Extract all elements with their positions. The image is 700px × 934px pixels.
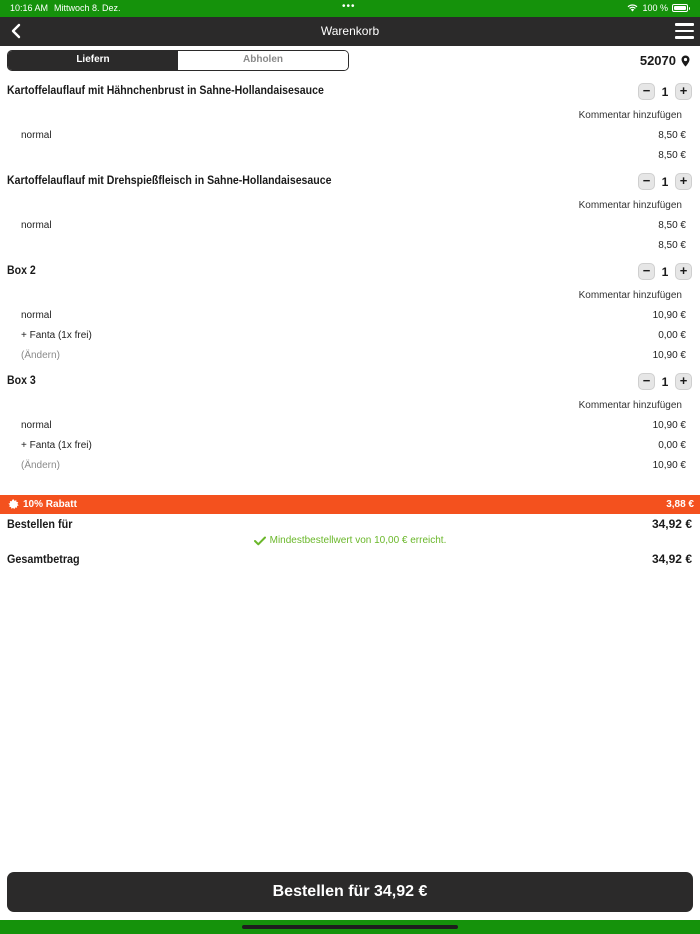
item-total: 8,50 € [658, 240, 686, 251]
place-order-button[interactable]: Bestellen für 34,92 € [7, 872, 693, 912]
line-price: 8,50 € [658, 130, 686, 141]
grand-total-value: 34,92 € [651, 552, 692, 566]
discount-bar [0, 495, 700, 514]
status-time: 10:16 AM [10, 3, 49, 13]
tab-abholen[interactable]: Abholen [178, 51, 348, 70]
item-total: 8,50 € [658, 150, 686, 161]
decrease-button[interactable]: − [638, 263, 655, 280]
status-bar [0, 0, 700, 17]
battery-text: 100 % [642, 3, 668, 13]
line-price: 0,00 € [658, 440, 686, 451]
location-pin-icon [681, 55, 690, 67]
add-comment-link[interactable]: Kommentar hinzufügen [578, 110, 682, 121]
quantity-value: 1 [661, 264, 669, 279]
add-comment-link[interactable]: Kommentar hinzufügen [578, 400, 682, 411]
increase-button[interactable]: + [675, 373, 692, 390]
wifi-icon [627, 4, 638, 12]
quantity-stepper [638, 263, 692, 280]
quantity-stepper [638, 373, 692, 390]
change-link[interactable]: (Ändern) [21, 460, 60, 471]
min-order-text: Mindestbestellwert von 10,00 € erreicht. [269, 535, 447, 546]
multitasking-dots-icon[interactable]: ••• [342, 1, 356, 12]
increase-button[interactable]: + [675, 263, 692, 280]
status-date: Mittwoch 8. Dez. [54, 3, 121, 13]
add-comment-link[interactable]: Kommentar hinzufügen [578, 290, 682, 301]
cart-item-title: Kartoffelauflauf mit Drehspießfleisch in Sahne-Hollandaisesauce [7, 173, 332, 187]
line-price: 10,90 € [652, 420, 686, 431]
cart-item-title: Kartoffelauflauf mit Hähnchenbrust in Sahne-Hollandaisesauce [7, 83, 324, 97]
change-link[interactable]: (Ändern) [21, 350, 60, 361]
discount-value: 3,88 € [666, 499, 694, 510]
battery-icon [672, 4, 688, 12]
decrease-button[interactable]: − [638, 83, 655, 100]
add-comment-link[interactable]: Kommentar hinzufügen [578, 200, 682, 211]
navigation-bar [0, 17, 700, 46]
discount-badge-icon [8, 499, 19, 510]
item-total: 10,90 € [652, 460, 686, 471]
item-total: 10,90 € [652, 350, 686, 361]
status-right [627, 3, 688, 13]
line-label: + Fanta (1x frei) [21, 330, 92, 341]
order-for-label: Bestellen für [7, 517, 73, 531]
discount-label-wrap [8, 499, 77, 510]
line-label: normal [21, 310, 52, 321]
discount-label: 10% Rabatt [23, 499, 77, 510]
page-title: Warenkorb [320, 24, 380, 38]
quantity-value: 1 [661, 374, 669, 389]
decrease-button[interactable]: − [638, 173, 655, 190]
decrease-button[interactable]: − [638, 373, 655, 390]
checkmark-icon [254, 536, 266, 546]
cart-item-title: Box 2 [7, 263, 36, 277]
tab-liefern[interactable]: Liefern [8, 51, 178, 70]
quantity-value: 1 [661, 174, 669, 189]
line-price: 10,90 € [652, 310, 686, 321]
min-order-note [0, 535, 700, 546]
line-price: 0,00 € [658, 330, 686, 341]
cart-item-title: Box 3 [7, 373, 36, 387]
line-label: normal [21, 220, 52, 231]
home-indicator[interactable] [242, 925, 458, 929]
hamburger-menu-icon[interactable] [675, 23, 694, 39]
line-price: 8,50 € [658, 220, 686, 231]
line-label: + Fanta (1x frei) [21, 440, 92, 451]
quantity-stepper [638, 173, 692, 190]
increase-button[interactable]: + [675, 83, 692, 100]
delivery-mode-toggle [7, 50, 349, 71]
quantity-stepper [638, 83, 692, 100]
increase-button[interactable]: + [675, 173, 692, 190]
quantity-value: 1 [661, 84, 669, 99]
order-for-value: 34,92 € [651, 517, 692, 531]
postal-code-selector[interactable] [640, 53, 690, 68]
line-label: normal [21, 130, 52, 141]
grand-total-label: Gesamtbetrag [7, 552, 80, 566]
line-label: normal [21, 420, 52, 431]
postal-code: 52070 [639, 53, 676, 68]
